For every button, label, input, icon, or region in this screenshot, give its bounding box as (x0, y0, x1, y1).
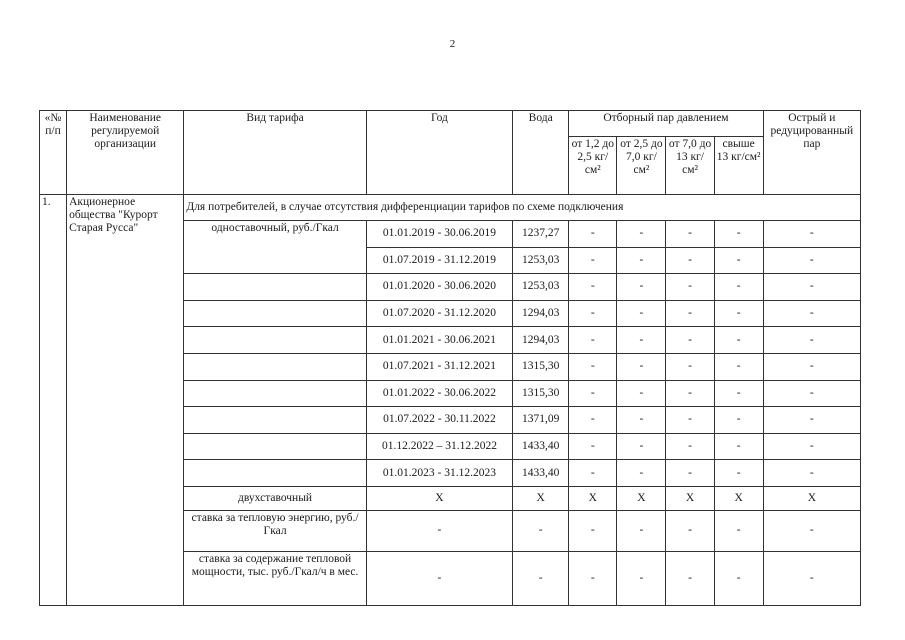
tariff-table (39, 110, 861, 606)
steam-cell: - (617, 460, 666, 487)
sharp-steam-cell: - (763, 433, 860, 460)
two-rate-label: двухставочный (184, 486, 366, 510)
tariff-type-cell (184, 407, 366, 434)
period-cell: 01.01.2023 - 31.12.2023 (366, 460, 512, 487)
tariff-type-cell (184, 327, 366, 354)
sharp-steam-cell: - (763, 380, 860, 407)
steam-cell: - (714, 300, 763, 327)
steam-cell: X (714, 486, 763, 510)
energy-rate-label: ставка за тепловую энергию, руб./Гкал (184, 510, 366, 551)
steam-cell: - (666, 221, 714, 248)
tariff-type-cell (184, 460, 366, 487)
steam-cell: - (714, 380, 763, 407)
period-cell: 01.07.2020 - 31.12.2020 (366, 300, 512, 327)
tariff-type-cell (184, 247, 366, 274)
steam-cell: - (569, 353, 617, 380)
water-cell: 1253,03 (513, 247, 569, 274)
sharp-steam-cell: - (763, 274, 860, 301)
header-sharp-steam: Острый и редуцированный пар (763, 111, 860, 195)
steam-cell: - (617, 221, 666, 248)
tariff-type-cell (184, 380, 366, 407)
tariff-type-cell (184, 300, 366, 327)
steam-cell: - (617, 247, 666, 274)
header-steam-range-1: от 1,2 до 2,5 кг/см² (569, 137, 617, 195)
steam-cell: - (666, 407, 714, 434)
steam-cell: - (714, 460, 763, 487)
steam-cell: - (569, 221, 617, 248)
steam-cell: - (714, 353, 763, 380)
steam-cell: - (617, 353, 666, 380)
tariff-type-cell (184, 353, 366, 380)
water-cell: 1315,30 (513, 380, 569, 407)
header-steam: Отборный пар давлением (569, 111, 763, 137)
sharp-steam-cell: X (763, 486, 860, 510)
water-cell: X (513, 486, 569, 510)
year-cell: - (366, 510, 512, 551)
header-water: Вода (513, 111, 569, 195)
steam-cell: - (569, 407, 617, 434)
period-cell: 01.01.2021 - 30.06.2021 (366, 327, 512, 354)
steam-cell: - (617, 551, 666, 605)
steam-cell: - (617, 380, 666, 407)
row-number: 1. (40, 195, 67, 606)
period-cell: 01.07.2021 - 31.12.2021 (366, 353, 512, 380)
steam-cell: - (569, 433, 617, 460)
steam-cell: - (617, 327, 666, 354)
steam-cell: - (617, 407, 666, 434)
period-cell: 01.01.2020 - 30.06.2020 (366, 274, 512, 301)
steam-cell: - (714, 433, 763, 460)
steam-cell: - (666, 353, 714, 380)
sharp-steam-cell: - (763, 460, 860, 487)
steam-cell: - (569, 551, 617, 605)
water-cell: 1253,03 (513, 274, 569, 301)
organization-name: Акционерное общества "Курорт Старая Русса" (67, 195, 184, 606)
period-cell: 01.01.2022 - 30.06.2022 (366, 380, 512, 407)
steam-cell: - (666, 327, 714, 354)
steam-cell: - (666, 247, 714, 274)
sharp-steam-cell: - (763, 551, 860, 605)
period-cell: 01.12.2022 – 31.12.2022 (366, 433, 512, 460)
header-steam-range-2: от 2,5 до 7,0 кг/см² (617, 137, 666, 195)
steam-cell: - (569, 380, 617, 407)
page-number: 2 (449, 38, 456, 50)
water-cell: 1371,09 (513, 407, 569, 434)
sharp-steam-cell: - (763, 407, 860, 434)
steam-cell: - (617, 300, 666, 327)
sharp-steam-cell: - (763, 247, 860, 274)
water-cell: 1237,27 (513, 221, 569, 248)
header-steam-range-4: свыше 13 кг/см² (714, 137, 763, 195)
steam-cell: - (569, 510, 617, 551)
water-cell: - (513, 510, 569, 551)
sharp-steam-cell: - (763, 221, 860, 248)
water-cell: - (513, 551, 569, 605)
steam-cell: - (569, 274, 617, 301)
water-cell: 1433,40 (513, 460, 569, 487)
steam-cell: - (714, 274, 763, 301)
water-cell: 1294,03 (513, 300, 569, 327)
steam-cell: X (617, 486, 666, 510)
steam-cell: - (666, 300, 714, 327)
period-cell: 01.07.2022 - 30.11.2022 (366, 407, 512, 434)
steam-cell: - (714, 407, 763, 434)
period-cell: 01.07.2019 - 31.12.2019 (366, 247, 512, 274)
steam-cell: - (714, 247, 763, 274)
steam-cell: - (666, 510, 714, 551)
steam-cell: X (666, 486, 714, 510)
sharp-steam-cell: - (763, 353, 860, 380)
steam-cell: - (666, 274, 714, 301)
year-cell: - (366, 551, 512, 605)
water-cell: 1433,40 (513, 433, 569, 460)
single-rate-label: одноставочный, руб./Гкал (184, 221, 366, 248)
water-cell: 1315,30 (513, 353, 569, 380)
steam-cell: - (714, 221, 763, 248)
section-title: Для потребителей, в случае отсутствия дифференциации тарифов по схеме подключения (184, 195, 861, 221)
steam-cell: - (569, 300, 617, 327)
steam-cell: - (617, 274, 666, 301)
header-tariff-type: Вид тарифа (184, 111, 366, 195)
steam-cell: X (569, 486, 617, 510)
steam-cell: - (714, 510, 763, 551)
steam-cell: - (666, 460, 714, 487)
sharp-steam-cell: - (763, 300, 860, 327)
tariff-type-cell (184, 274, 366, 301)
header-steam-range-3: от 7,0 до 13 кг/см² (666, 137, 714, 195)
water-cell: 1294,03 (513, 327, 569, 354)
steam-cell: - (714, 327, 763, 354)
steam-cell: - (666, 433, 714, 460)
steam-cell: - (569, 247, 617, 274)
steam-cell: - (569, 327, 617, 354)
steam-cell: - (617, 510, 666, 551)
steam-cell: - (714, 551, 763, 605)
capacity-rate-label: ставка за содержание тепловой мощности, тыс. руб./Гкал/ч в мес. (184, 551, 366, 605)
steam-cell: - (617, 433, 666, 460)
header-year: Год (366, 111, 512, 195)
sharp-steam-cell: - (763, 327, 860, 354)
tariff-type-cell (184, 433, 366, 460)
header-org: Наименование регулируемой организации (67, 111, 184, 195)
year-cell: X (366, 486, 512, 510)
steam-cell: - (666, 551, 714, 605)
steam-cell: - (569, 460, 617, 487)
header-num: «№ п/п (40, 111, 67, 195)
steam-cell: - (666, 380, 714, 407)
sharp-steam-cell: - (763, 510, 860, 551)
period-cell: 01.01.2019 - 30.06.2019 (366, 221, 512, 248)
